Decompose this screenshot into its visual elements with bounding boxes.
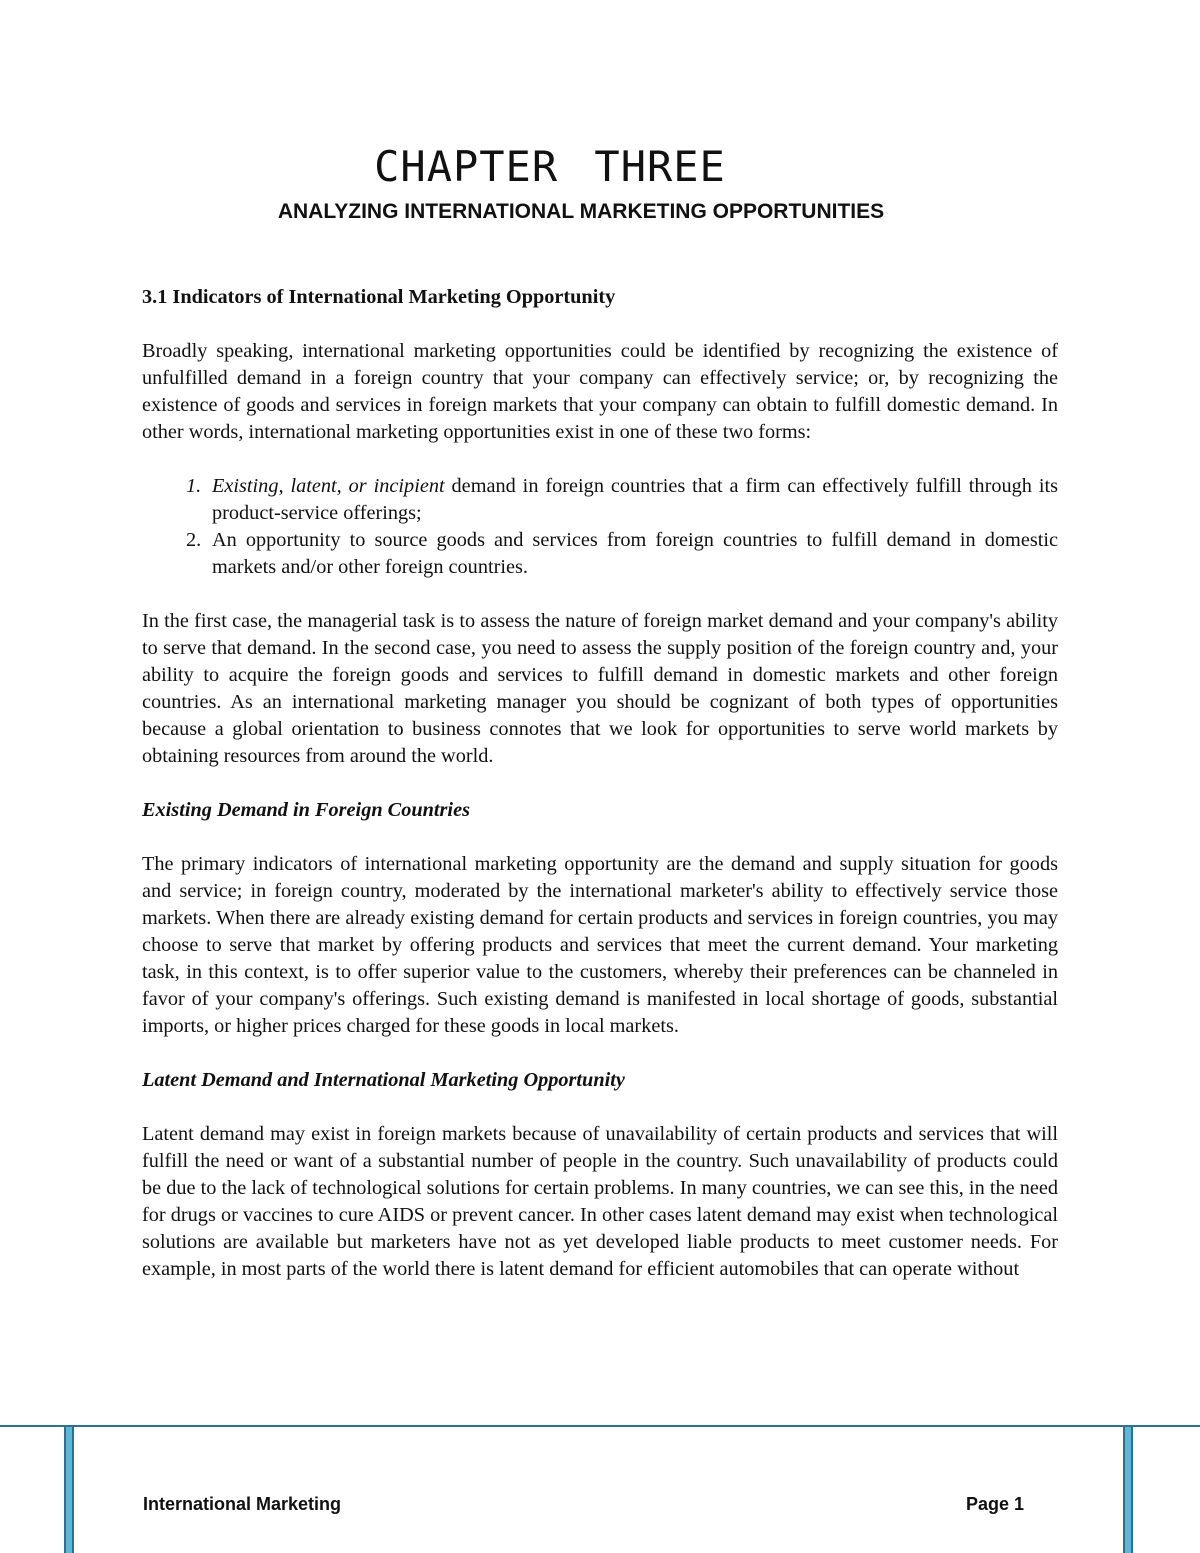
list-item-text: demand in foreign countries that a firm can effectively fulfill through its product-service offerings; bbox=[212, 475, 1058, 524]
section-heading: 3.1 Indicators of International Marketing Opportunity bbox=[142, 286, 616, 308]
list-item bbox=[142, 473, 1058, 527]
page-number: Page 1 bbox=[965, 1494, 1024, 1514]
intro-paragraph: Broadly speaking, international marketing opportunities could be identified by recognizing the existence of unfulfilled demand in a foreign country that your company can effectively service; or, by recognizing the existence of goods and services in foreign markets that your company can obtain to fulfill domestic demand. In other words, international marketing opportunities exist in one of these two forms: bbox=[142, 340, 1058, 443]
chapter-subtitle: ANALYZING INTERNATIONAL MARKETING OPPORTUNITIES bbox=[277, 200, 885, 223]
footer-right-bar bbox=[1123, 1427, 1133, 1553]
footer-left-bar bbox=[64, 1427, 74, 1553]
existing-demand-heading: Existing Demand in Foreign Countries bbox=[142, 799, 470, 821]
latent-demand-paragraph: Latent demand may exist in foreign markets because of unavailability of certain products and services that will fulfill the need or want of a substantial number of people in the country. Such unavailability of products could be due to the lack of technological solutions for certain problems. In many countries, we can see this, in the need for drugs or vaccines to cure AIDS or prevent cancer. In other cases latent demand may exist when technological solutions are available but marketers have not as yet developed liable products to meet customer needs. For example, in most parts of the world there is latent demand for efficient automobiles that can operate without bbox=[142, 1123, 1058, 1280]
latent-demand-heading: Latent Demand and International Marketing Opportunity bbox=[142, 1069, 625, 1091]
list-item bbox=[142, 527, 1058, 581]
list-item-text: An opportunity to source goods and services from foreign countries to fulfill demand in domestic markets and/or other foreign countries. bbox=[212, 529, 1058, 578]
footer-divider bbox=[0, 1425, 1200, 1427]
opportunity-list bbox=[142, 473, 1058, 581]
list-item-number: 2. bbox=[186, 529, 202, 551]
document-body bbox=[142, 284, 1058, 1310]
existing-demand-paragraph: The primary indicators of international marketing opportunity are the demand and supply situation for goods and service; in foreign country, moderated by the international marketer's ability to effectively service those markets. When there are already existing demand for certain products and services in foreign countries, you may choose to serve that market by offering products and services that meet the current demand. Your marketing task, in this context, is to offer superior value to the customers, whereby their preferences can be channeled in favor of your company's offerings. Such existing demand is manifested in local shortage of goods, substantial imports, or higher prices charged for these goods in local markets. bbox=[142, 853, 1058, 1037]
case-paragraph: In the first case, the managerial task is to assess the nature of foreign market demand and your company's ability to serve that demand. In the second case, you need to assess the supply position of the foreign country and, your ability to acquire the foreign goods and services to fulfill demand in domestic markets and other foreign countries. As an international marketing manager you should be cognizant of both types of opportunities because a global orientation to business connotes that we look for opportunities to serve world markets by obtaining resources from around the world. bbox=[142, 610, 1058, 767]
list-item-emphasis: Existing, latent, or incipient bbox=[212, 475, 445, 497]
list-item-number: 1. bbox=[186, 475, 202, 497]
chapter-title: CHAPTER THREE bbox=[374, 142, 726, 191]
footer-title: International Marketing bbox=[143, 1494, 342, 1514]
